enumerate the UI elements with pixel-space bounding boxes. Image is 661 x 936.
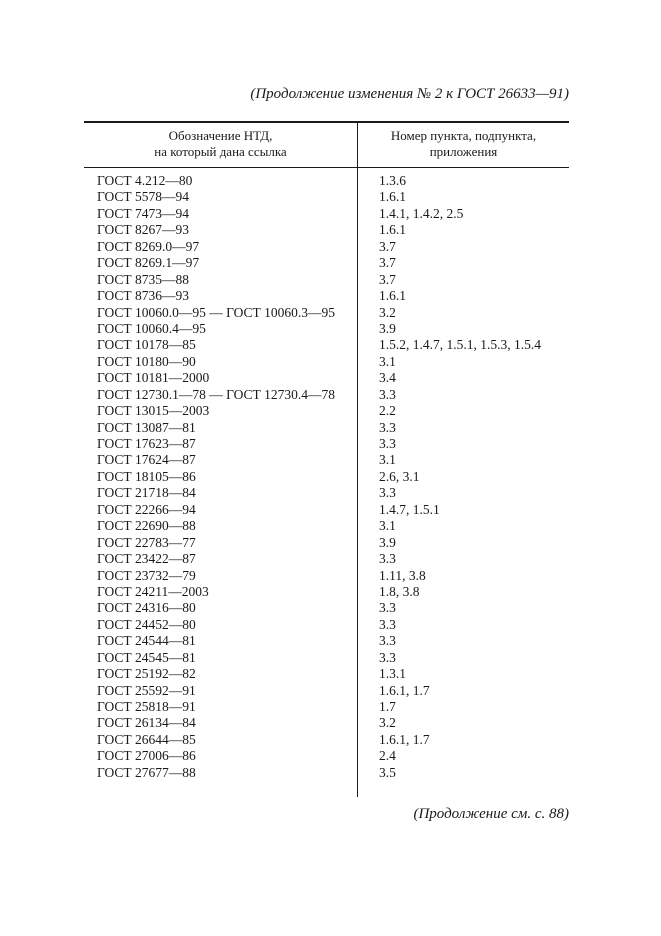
clause-number: 3.3 bbox=[379, 386, 396, 402]
table-body bbox=[84, 173, 569, 781]
document-designation: ГОСТ 27006—86 bbox=[97, 748, 196, 764]
clause-number: 1.7 bbox=[379, 699, 396, 714]
clause-number: 1.6.1 bbox=[379, 288, 406, 304]
table-row bbox=[84, 617, 569, 633]
document-designation: ГОСТ 25818—91 bbox=[97, 699, 196, 714]
document-designation: ГОСТ 18105—86 bbox=[97, 468, 196, 484]
clause-number: 3.7 bbox=[379, 271, 396, 287]
document-designation: ГОСТ 13087—81 bbox=[97, 419, 196, 435]
clause-number: 1.5.2, 1.4.7, 1.5.1, 1.5.3, 1.5.4 bbox=[379, 337, 541, 353]
clause-number: 1.6.1 bbox=[379, 189, 406, 205]
document-designation: ГОСТ 24545—81 bbox=[97, 649, 196, 665]
document-designation: ГОСТ 7473—94 bbox=[97, 205, 190, 221]
table-row bbox=[84, 765, 569, 781]
clause-number: 1.6.1, 1.7 bbox=[379, 682, 430, 698]
table-top-rule bbox=[84, 121, 569, 123]
document-designation: ГОСТ 26644—85 bbox=[97, 731, 196, 747]
column-header-clause bbox=[358, 128, 569, 160]
clause-number: 3.3 bbox=[379, 600, 396, 616]
column-header-document-line2: на который дана ссылка bbox=[154, 144, 287, 159]
table-row bbox=[84, 650, 569, 666]
table-row bbox=[84, 732, 569, 748]
clause-number: 3.1 bbox=[379, 452, 396, 468]
table-row bbox=[84, 666, 569, 682]
document-designation: ГОСТ 10180—90 bbox=[97, 353, 196, 369]
clause-number: 3.9 bbox=[379, 320, 396, 336]
clause-number: 3.4 bbox=[379, 370, 396, 386]
table-row bbox=[84, 206, 569, 222]
document-designation: ГОСТ 24316—80 bbox=[97, 600, 196, 616]
document-designation: ГОСТ 24211—2003 bbox=[97, 583, 209, 599]
column-header-document-line1: Обозначение НТД, bbox=[168, 128, 273, 143]
clause-number: 1.6.1 bbox=[379, 222, 406, 238]
clause-number: 1.3.6 bbox=[379, 173, 406, 188]
document-designation: ГОСТ 26134—84 bbox=[97, 715, 196, 731]
clause-number: 2.6, 3.1 bbox=[379, 468, 420, 484]
table-row bbox=[84, 387, 569, 403]
clause-number: 3.3 bbox=[379, 616, 396, 632]
continuation-header: (Продолжение изменения № 2 к ГОСТ 26633—91) bbox=[250, 86, 569, 102]
clause-number: 1.11, 3.8 bbox=[379, 567, 426, 583]
table-row bbox=[84, 584, 569, 600]
clause-number: 1.4.7, 1.5.1 bbox=[379, 501, 440, 517]
document-designation: ГОСТ 10178—85 bbox=[97, 337, 196, 353]
table-row bbox=[84, 715, 569, 731]
table-row bbox=[84, 469, 569, 485]
document-designation: ГОСТ 8736—93 bbox=[97, 288, 190, 304]
table-row bbox=[84, 189, 569, 205]
table-header-rule bbox=[84, 167, 569, 168]
document-designation: ГОСТ 21718—84 bbox=[97, 485, 196, 501]
table-row bbox=[84, 699, 569, 715]
document-designation: ГОСТ 10181—2000 bbox=[97, 370, 210, 386]
table-row bbox=[84, 683, 569, 699]
document-designation: ГОСТ 17623—87 bbox=[97, 436, 196, 451]
clause-number: 3.1 bbox=[379, 353, 396, 369]
clause-number: 1.3.1 bbox=[379, 666, 406, 682]
clause-number: 3.5 bbox=[379, 764, 396, 780]
document-designation: ГОСТ 24544—81 bbox=[97, 633, 196, 649]
document-designation: ГОСТ 13015—2003 bbox=[97, 403, 210, 419]
table-row bbox=[84, 255, 569, 271]
clause-number: 3.7 bbox=[379, 255, 396, 271]
document-designation: ГОСТ 25192—82 bbox=[97, 666, 196, 682]
table-row bbox=[84, 305, 569, 321]
table-row bbox=[84, 436, 569, 452]
clause-number: 2.2 bbox=[379, 403, 396, 419]
clause-number: 3.3 bbox=[379, 436, 396, 451]
column-header-clause-line1: Номер пункта, подпункта, bbox=[390, 128, 537, 143]
table-row bbox=[84, 288, 569, 304]
table-row bbox=[84, 321, 569, 337]
table-row bbox=[84, 337, 569, 353]
clause-number: 3.3 bbox=[379, 551, 396, 567]
clause-number: 1.8, 3.8 bbox=[379, 583, 420, 599]
column-header-clause-line2: приложения bbox=[429, 144, 498, 159]
document-designation: ГОСТ 8269.0—97 bbox=[97, 238, 200, 254]
document-designation: ГОСТ 25592—91 bbox=[97, 682, 196, 698]
document-designation: ГОСТ 5578—94 bbox=[97, 189, 190, 205]
document-designation: ГОСТ 10060.4—95 bbox=[97, 320, 206, 336]
clause-number: 3.2 bbox=[379, 715, 396, 731]
clause-number: 3.9 bbox=[379, 534, 396, 550]
document-designation: ГОСТ 8267—93 bbox=[97, 222, 190, 238]
table-row bbox=[84, 748, 569, 764]
document-designation: ГОСТ 22783—77 bbox=[97, 534, 196, 550]
table-row bbox=[84, 403, 569, 419]
document-designation: ГОСТ 10060.0—95 — ГОСТ 10060.3—95 bbox=[97, 304, 336, 320]
document-designation: ГОСТ 4.212—80 bbox=[97, 173, 193, 188]
clause-number: 3.3 bbox=[379, 633, 396, 649]
document-designation: ГОСТ 24452—80 bbox=[97, 616, 196, 632]
reference-table bbox=[84, 121, 569, 797]
document-designation: ГОСТ 17624—87 bbox=[97, 452, 196, 468]
document-designation: ГОСТ 23422—87 bbox=[97, 551, 196, 567]
document-designation: ГОСТ 23732—79 bbox=[97, 567, 196, 583]
table-row bbox=[84, 535, 569, 551]
document-designation: ГОСТ 22266—94 bbox=[97, 501, 196, 517]
table-row bbox=[84, 568, 569, 584]
table-row bbox=[84, 502, 569, 518]
clause-number: 3.3 bbox=[379, 419, 396, 435]
clause-number: 1.4.1, 1.4.2, 2.5 bbox=[379, 205, 464, 221]
clause-number: 3.3 bbox=[379, 649, 396, 665]
document-designation: ГОСТ 27677—88 bbox=[97, 764, 196, 780]
document-designation: ГОСТ 22690—88 bbox=[97, 518, 196, 534]
document-designation: ГОСТ 8735—88 bbox=[97, 271, 190, 287]
table-row bbox=[84, 370, 569, 386]
table-row bbox=[84, 420, 569, 436]
column-header-document bbox=[84, 128, 357, 160]
clause-number: 3.1 bbox=[379, 518, 396, 534]
table-row bbox=[84, 222, 569, 238]
clause-number: 3.7 bbox=[379, 238, 396, 254]
table-row bbox=[84, 633, 569, 649]
clause-number: 3.2 bbox=[379, 304, 396, 320]
table-row bbox=[84, 272, 569, 288]
clause-number: 3.3 bbox=[379, 485, 396, 501]
table-row bbox=[84, 173, 569, 189]
continuation-footer: (Продолжение см. с. 88) bbox=[413, 806, 569, 822]
document-designation: ГОСТ 12730.1—78 — ГОСТ 12730.4—78 bbox=[97, 386, 336, 402]
table-row bbox=[84, 354, 569, 370]
clause-number: 2.4 bbox=[379, 748, 396, 764]
clause-number: 1.6.1, 1.7 bbox=[379, 731, 430, 747]
table-row bbox=[84, 485, 569, 501]
table-row bbox=[84, 239, 569, 255]
table-row bbox=[84, 551, 569, 567]
table-row bbox=[84, 518, 569, 534]
table-row bbox=[84, 600, 569, 616]
table-row bbox=[84, 452, 569, 468]
document-designation: ГОСТ 8269.1—97 bbox=[97, 255, 200, 271]
